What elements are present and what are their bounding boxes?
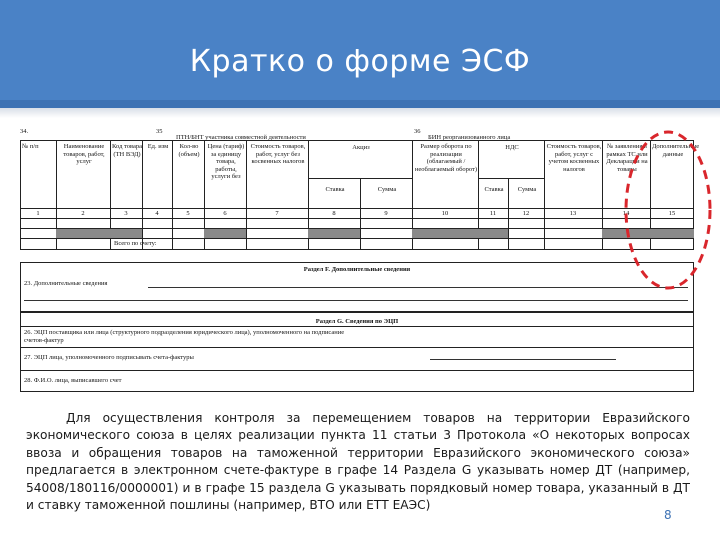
row-divider (20, 347, 694, 348)
fill-line (430, 359, 616, 360)
row-divider (308, 178, 412, 179)
field-35-label: 35 (156, 128, 163, 135)
col-number: 12 (522, 210, 530, 217)
shaded-cell (478, 229, 508, 238)
shaded-cell (412, 229, 478, 238)
sub-header-excise-rate: Ставка (325, 186, 345, 193)
col-header-10: НДС (505, 144, 519, 151)
row-divider (20, 208, 694, 209)
shaded-cell (204, 229, 246, 238)
col-divider (172, 140, 173, 250)
col-header-6: Цена (тариф) за единицу товара, работы, услуги без (207, 143, 245, 180)
col-number: 4 (155, 210, 159, 217)
group-left-label: ПТН/БНТ участника совместной деятельности (176, 134, 306, 141)
section-g-title: Раздел G. Сведения по ЭЦП (315, 318, 399, 325)
field-34-label: 34. (20, 128, 29, 135)
shaded-cell (110, 229, 142, 238)
col-divider (142, 140, 143, 250)
col-number: 5 (186, 210, 190, 217)
row-divider (20, 326, 694, 327)
body-paragraph-block (26, 410, 690, 514)
col-number: 7 (275, 210, 279, 217)
col-header-12: № заявления в рамках ТС или Декларации на товары (606, 143, 648, 173)
col-number: 13 (569, 210, 577, 217)
body-paragraph: Для осуществления контроля за перемещением товаров на территории Евразийского экономического союза в целях реализации пункта 11 статьи 3 Протокола «О некоторых вопросах ввоза и обращения товаров на таможенной территории Евразийского экономического союза» предлагается в электронном счете-фактуре в графе 14 Раздела G указывать номер ДТ (например, 54008/180116/0000001) и в графе 15 раздела G указывать порядковый номер товара, указанный в ДТ и ставку таможенной пошлины (например, ВТО или ЕТТ ЕАЭС) (26, 411, 690, 513)
sub-header-vat-sum: Сумма (517, 186, 537, 193)
row-divider (478, 178, 544, 179)
col-header-13: Дополнительные данные (652, 143, 700, 158)
col-number: 10 (441, 210, 449, 217)
section-f-title: Раздел F. Дополнительные сведения (303, 266, 411, 273)
slide-header-shadow (0, 108, 720, 118)
col-header-9: Размер оборота по реализации (облагаемый / необлагаемый оборот) (414, 143, 478, 173)
fill-line (148, 287, 688, 288)
field-36-label: 36 (414, 128, 421, 135)
col-number: 9 (384, 210, 388, 217)
col-header-4: Ед. изм (147, 143, 169, 150)
group-right-label: БИН реорганизованного лица (428, 134, 511, 141)
col-number: 3 (124, 210, 128, 217)
page-number: 8 (664, 508, 672, 522)
col-number: 6 (223, 210, 227, 217)
col-number: 11 (489, 210, 497, 217)
col-number: 14 (622, 210, 630, 217)
col-number: 2 (81, 210, 85, 217)
col-number: 8 (332, 210, 336, 217)
col-header-11: Стоимость товаров, работ, услуг с учетом косвенных налогов (546, 143, 602, 173)
col-divider (544, 140, 545, 250)
shaded-cell (56, 229, 110, 238)
slide-header-strip (0, 100, 720, 108)
total-row-label: Всего по счету: (114, 240, 157, 247)
col-number: 15 (668, 210, 676, 217)
shaded-cell (308, 229, 360, 238)
col-divider (246, 140, 247, 250)
section-g-line-2: 27. ЭЦП лица, уполномоченного подписывать счета-фактуры (24, 354, 194, 361)
col-header-1: № п/п (22, 143, 39, 150)
section-g-line-3: 28. Ф.И.О. лица, выписавшего счет (24, 377, 122, 384)
row-divider (20, 370, 694, 371)
row-divider (20, 238, 694, 239)
row-divider (20, 218, 694, 219)
col-header-2: Наименование товаров, работ, услуг (63, 143, 105, 165)
esf-form-scan (18, 128, 700, 392)
col-header-7: Стоимость товаров, работ, услуг без косвенных налогов (250, 143, 306, 165)
sub-header-vat-rate: Ставка (484, 186, 504, 193)
section-g-line-1: 26. ЭЦП поставщика или лица (структурного подразделения юридического лица), уполномоченного на подписание счетов-фактур (24, 329, 345, 344)
highlight-oval (622, 128, 714, 292)
section-f-line: 23. Дополнительные сведения (24, 280, 108, 287)
fill-line (24, 300, 688, 301)
col-header-3: Код товара (ТН ВЭД) (112, 143, 143, 158)
slide-title: Кратко о форме ЭСФ (189, 44, 531, 79)
col-header-5: Кол-во (объем) (178, 143, 200, 158)
sub-header-excise-sum: Сумма (377, 186, 397, 193)
col-number: 1 (36, 210, 40, 217)
col-header-8: Акциз (352, 144, 370, 151)
